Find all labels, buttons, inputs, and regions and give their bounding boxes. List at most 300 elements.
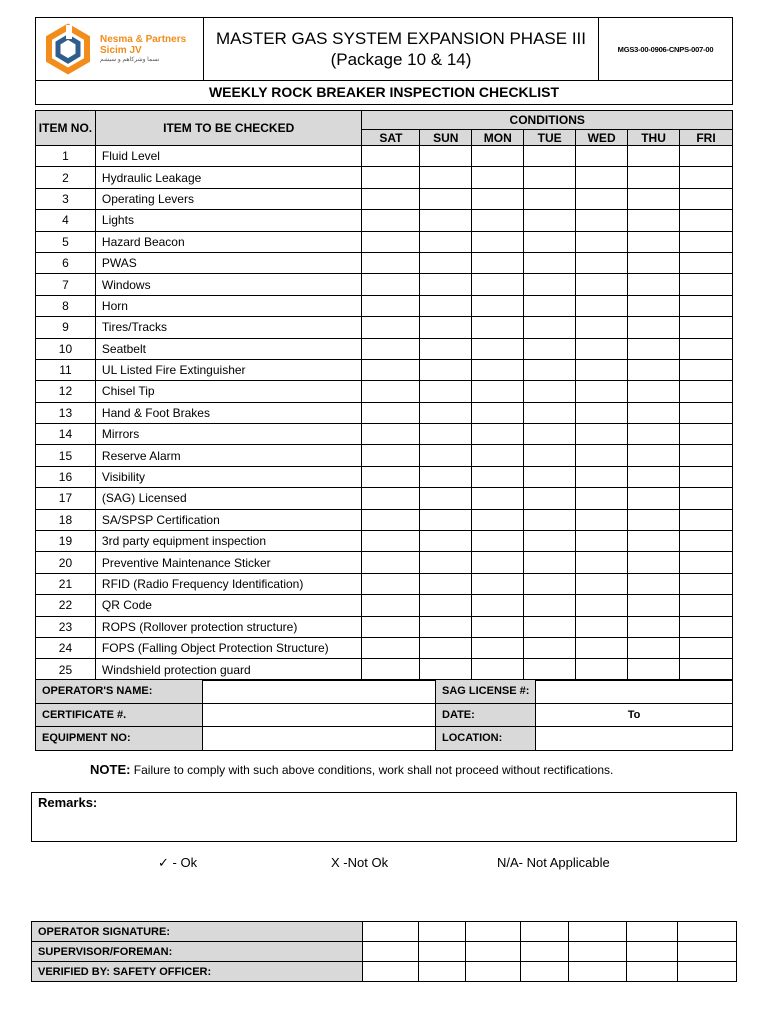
- condition-cell-mon[interactable]: [472, 424, 524, 445]
- condition-cell-wed[interactable]: [576, 274, 628, 295]
- condition-cell-sat[interactable]: [362, 274, 420, 295]
- condition-cell-thu[interactable]: [628, 359, 680, 380]
- item-number: 19: [36, 531, 96, 552]
- condition-cell-sun[interactable]: [420, 637, 472, 658]
- item-number: 3: [36, 188, 96, 209]
- checklist-row: [36, 531, 733, 552]
- signature-cell[interactable]: [678, 962, 737, 982]
- condition-cell-sun[interactable]: [420, 381, 472, 402]
- signature-cell[interactable]: [466, 962, 521, 982]
- condition-cell-sun[interactable]: [420, 402, 472, 423]
- condition-cell-thu[interactable]: [628, 659, 680, 680]
- checklist-row: [36, 317, 733, 338]
- condition-cell-sun[interactable]: [420, 317, 472, 338]
- condition-cell-fri[interactable]: [680, 146, 733, 167]
- condition-cell-thu[interactable]: [628, 317, 680, 338]
- condition-cell-wed[interactable]: [576, 616, 628, 637]
- item-description: Tires/Tracks: [95, 317, 362, 338]
- condition-cell-sat[interactable]: [362, 252, 420, 273]
- signature-cell[interactable]: [362, 922, 418, 942]
- condition-cell-tue[interactable]: [524, 445, 576, 466]
- condition-cell-fri[interactable]: [680, 188, 733, 209]
- condition-cell-thu[interactable]: [628, 274, 680, 295]
- signature-cell[interactable]: [521, 962, 569, 982]
- condition-cell-sun[interactable]: [420, 338, 472, 359]
- condition-cell-tue[interactable]: [524, 488, 576, 509]
- item-description: SA/SPSP Certification: [95, 509, 362, 530]
- condition-cell-tue[interactable]: [524, 381, 576, 402]
- condition-cell-tue[interactable]: [524, 402, 576, 423]
- condition-cell-fri[interactable]: [680, 338, 733, 359]
- signature-cell[interactable]: [466, 922, 521, 942]
- document-header: [35, 17, 733, 81]
- condition-cell-fri[interactable]: [680, 252, 733, 273]
- condition-cell-fri[interactable]: [680, 167, 733, 188]
- condition-cell-wed[interactable]: [576, 466, 628, 487]
- item-number: 2: [36, 167, 96, 188]
- condition-cell-wed[interactable]: [576, 252, 628, 273]
- logo-arabic-name: نسما وشركاهم و سيشم: [100, 56, 160, 63]
- condition-cell-wed[interactable]: [576, 231, 628, 252]
- signature-cell[interactable]: [678, 922, 737, 942]
- checklist-row: [36, 252, 733, 273]
- equipment-no-label: EQUIPMENT NO:: [36, 727, 203, 751]
- condition-cell-wed[interactable]: [576, 445, 628, 466]
- remarks-label: Remarks:: [38, 795, 98, 810]
- condition-cell-sat[interactable]: [362, 188, 420, 209]
- checklist-row: [36, 381, 733, 402]
- condition-cell-tue[interactable]: [524, 210, 576, 231]
- condition-cell-sat[interactable]: [362, 573, 420, 594]
- remarks-box[interactable]: [31, 792, 737, 842]
- condition-cell-thu[interactable]: [628, 445, 680, 466]
- operator-name-label: OPERATOR'S NAME:: [36, 680, 203, 704]
- condition-cell-fri[interactable]: [680, 317, 733, 338]
- condition-cell-mon[interactable]: [472, 466, 524, 487]
- condition-cell-sat[interactable]: [362, 231, 420, 252]
- condition-cell-fri[interactable]: [680, 573, 733, 594]
- day-header-thu: THU: [628, 130, 680, 146]
- condition-cell-wed[interactable]: [576, 573, 628, 594]
- condition-cell-sat[interactable]: [362, 509, 420, 530]
- item-description: Hand & Foot Brakes: [95, 402, 362, 423]
- condition-cell-tue[interactable]: [524, 338, 576, 359]
- condition-cell-thu[interactable]: [628, 381, 680, 402]
- day-header-wed: WED: [576, 130, 628, 146]
- condition-cell-fri[interactable]: [680, 295, 733, 316]
- operator-info-table: [35, 679, 733, 751]
- sag-license-label: SAG LICENSE #:: [436, 680, 536, 704]
- checklist-row: [36, 231, 733, 252]
- condition-cell-sat[interactable]: [362, 445, 420, 466]
- condition-cell-sun[interactable]: [420, 466, 472, 487]
- condition-cell-tue[interactable]: [524, 637, 576, 658]
- checklist-row: [36, 338, 733, 359]
- condition-cell-wed[interactable]: [576, 488, 628, 509]
- condition-cell-sun[interactable]: [420, 616, 472, 637]
- condition-cell-thu[interactable]: [628, 488, 680, 509]
- item-number: 15: [36, 445, 96, 466]
- condition-cell-sat[interactable]: [362, 616, 420, 637]
- checklist-row: [36, 274, 733, 295]
- item-number: 10: [36, 338, 96, 359]
- condition-cell-mon[interactable]: [472, 509, 524, 530]
- signature-cell[interactable]: [627, 962, 678, 982]
- day-header-tue: TUE: [524, 130, 576, 146]
- item-description: UL Listed Fire Extinguisher: [95, 359, 362, 380]
- condition-cell-wed[interactable]: [576, 359, 628, 380]
- condition-cell-tue[interactable]: [524, 252, 576, 273]
- condition-cell-fri[interactable]: [680, 488, 733, 509]
- condition-cell-sat[interactable]: [362, 402, 420, 423]
- condition-cell-wed[interactable]: [576, 295, 628, 316]
- item-description: PWAS: [95, 252, 362, 273]
- item-number: 21: [36, 573, 96, 594]
- signature-label: OPERATOR SIGNATURE:: [32, 922, 363, 942]
- signature-cell[interactable]: [362, 942, 418, 962]
- condition-cell-wed[interactable]: [576, 338, 628, 359]
- condition-cell-tue[interactable]: [524, 466, 576, 487]
- date-to-label: To: [627, 708, 641, 721]
- condition-cell-thu[interactable]: [628, 595, 680, 616]
- item-description: RFID (Radio Frequency Identification): [95, 573, 362, 594]
- condition-cell-mon[interactable]: [472, 616, 524, 637]
- item-number: 7: [36, 274, 96, 295]
- item-number: 9: [36, 317, 96, 338]
- condition-cell-sat[interactable]: [362, 295, 420, 316]
- legend-not-applicable: N/A- Not Applicable: [497, 855, 610, 870]
- signature-cell[interactable]: [521, 942, 569, 962]
- condition-cell-mon[interactable]: [472, 659, 524, 680]
- condition-cell-mon[interactable]: [472, 359, 524, 380]
- condition-cell-sat[interactable]: [362, 424, 420, 445]
- condition-cell-tue[interactable]: [524, 231, 576, 252]
- date-range-field[interactable]: [536, 703, 733, 727]
- condition-cell-sun[interactable]: [420, 531, 472, 552]
- condition-cell-fri[interactable]: [680, 359, 733, 380]
- signature-cell[interactable]: [466, 942, 521, 962]
- day-header-sat: SAT: [362, 130, 420, 146]
- condition-cell-thu[interactable]: [628, 402, 680, 423]
- condition-cell-mon[interactable]: [472, 188, 524, 209]
- condition-cell-sat[interactable]: [362, 531, 420, 552]
- checklist-row: [36, 552, 733, 573]
- signature-table: [31, 921, 737, 982]
- item-description: Fluid Level: [95, 146, 362, 167]
- condition-cell-tue[interactable]: [524, 317, 576, 338]
- condition-cell-fri[interactable]: [680, 466, 733, 487]
- condition-cell-sun[interactable]: [420, 595, 472, 616]
- condition-cell-sat[interactable]: [362, 146, 420, 167]
- signature-cell[interactable]: [362, 962, 418, 982]
- day-header-fri: FRI: [680, 130, 733, 146]
- condition-cell-thu[interactable]: [628, 616, 680, 637]
- item-description: Hydraulic Leakage: [95, 167, 362, 188]
- signature-label: SUPERVISOR/FOREMAN:: [32, 942, 363, 962]
- condition-cell-wed[interactable]: [576, 531, 628, 552]
- condition-cell-tue[interactable]: [524, 552, 576, 573]
- condition-cell-wed[interactable]: [576, 402, 628, 423]
- note-label: NOTE:: [90, 762, 131, 777]
- condition-cell-fri[interactable]: [680, 595, 733, 616]
- condition-cell-sun[interactable]: [420, 274, 472, 295]
- day-header-sun: SUN: [420, 130, 472, 146]
- condition-cell-mon[interactable]: [472, 531, 524, 552]
- checklist-row: [36, 595, 733, 616]
- condition-cell-sat[interactable]: [362, 488, 420, 509]
- signature-cell[interactable]: [569, 942, 627, 962]
- condition-cell-tue[interactable]: [524, 509, 576, 530]
- signature-label: VERIFIED BY: SAFETY OFFICER:: [32, 962, 363, 982]
- condition-cell-thu[interactable]: [628, 509, 680, 530]
- condition-cell-wed[interactable]: [576, 637, 628, 658]
- document-code: MGS3-00-0906-CNPS-007-00: [599, 18, 733, 81]
- condition-cell-tue[interactable]: [524, 146, 576, 167]
- item-number: 6: [36, 252, 96, 273]
- item-description: Operating Levers: [95, 188, 362, 209]
- condition-cell-sun[interactable]: [420, 231, 472, 252]
- condition-cell-sun[interactable]: [420, 424, 472, 445]
- condition-cell-sat[interactable]: [362, 659, 420, 680]
- condition-cell-sun[interactable]: [420, 359, 472, 380]
- condition-cell-sat[interactable]: [362, 317, 420, 338]
- title-cell: [204, 18, 599, 81]
- condition-cell-wed[interactable]: [576, 381, 628, 402]
- condition-cell-mon[interactable]: [472, 552, 524, 573]
- condition-cell-wed[interactable]: [576, 424, 628, 445]
- condition-cell-mon[interactable]: [472, 488, 524, 509]
- day-header-mon: MON: [472, 130, 524, 146]
- condition-cell-tue[interactable]: [524, 295, 576, 316]
- item-description: Hazard Beacon: [95, 231, 362, 252]
- condition-cell-wed[interactable]: [576, 146, 628, 167]
- condition-cell-sat[interactable]: [362, 359, 420, 380]
- condition-cell-wed[interactable]: [576, 552, 628, 573]
- condition-cell-sun[interactable]: [420, 167, 472, 188]
- condition-cell-sun[interactable]: [420, 295, 472, 316]
- hexagon-logo-icon: [42, 23, 94, 75]
- document-title: MASTER GAS SYSTEM EXPANSION PHASE III: [216, 29, 586, 48]
- condition-cell-mon[interactable]: [472, 252, 524, 273]
- condition-cell-fri[interactable]: [680, 616, 733, 637]
- date-label: DATE:: [436, 703, 536, 727]
- condition-cell-wed[interactable]: [576, 210, 628, 231]
- note: [90, 762, 613, 777]
- document-package: (Package 10 & 14): [330, 50, 472, 69]
- condition-cell-sun[interactable]: [420, 573, 472, 594]
- item-description: Mirrors: [95, 424, 362, 445]
- item-to-check-header: ITEM TO BE CHECKED: [95, 111, 362, 146]
- condition-cell-tue[interactable]: [524, 659, 576, 680]
- condition-cell-tue[interactable]: [524, 424, 576, 445]
- item-number: 12: [36, 381, 96, 402]
- item-description: Windshield protection guard: [95, 659, 362, 680]
- condition-cell-thu[interactable]: [628, 573, 680, 594]
- signature-cell[interactable]: [627, 942, 678, 962]
- item-description: Lights: [95, 210, 362, 231]
- item-number: 23: [36, 616, 96, 637]
- condition-cell-fri[interactable]: [680, 552, 733, 573]
- checklist-row: [36, 167, 733, 188]
- legend-not-ok: X -Not Ok: [331, 855, 389, 870]
- condition-cell-wed[interactable]: [576, 659, 628, 680]
- location-label: LOCATION:: [436, 727, 536, 751]
- condition-cell-mon[interactable]: [472, 231, 524, 252]
- condition-cell-thu[interactable]: [628, 188, 680, 209]
- condition-cell-thu[interactable]: [628, 552, 680, 573]
- condition-cell-tue[interactable]: [524, 188, 576, 209]
- condition-cell-sun[interactable]: [420, 146, 472, 167]
- condition-cell-mon[interactable]: [472, 146, 524, 167]
- item-description: Seatbelt: [95, 338, 362, 359]
- signature-cell[interactable]: [521, 922, 569, 942]
- condition-cell-thu[interactable]: [628, 146, 680, 167]
- condition-cell-sat[interactable]: [362, 466, 420, 487]
- condition-cell-sun[interactable]: [420, 188, 472, 209]
- signature-cell[interactable]: [678, 942, 737, 962]
- condition-cell-mon[interactable]: [472, 381, 524, 402]
- condition-cell-mon[interactable]: [472, 210, 524, 231]
- condition-cell-thu[interactable]: [628, 210, 680, 231]
- condition-cell-mon[interactable]: [472, 295, 524, 316]
- signature-cell[interactable]: [569, 962, 627, 982]
- item-no-header: ITEM NO.: [36, 111, 96, 146]
- condition-cell-fri[interactable]: [680, 531, 733, 552]
- condition-cell-fri[interactable]: [680, 231, 733, 252]
- condition-cell-tue[interactable]: [524, 531, 576, 552]
- condition-cell-sat[interactable]: [362, 595, 420, 616]
- condition-cell-fri[interactable]: [680, 210, 733, 231]
- condition-cell-wed[interactable]: [576, 317, 628, 338]
- condition-cell-sat[interactable]: [362, 381, 420, 402]
- condition-cell-thu[interactable]: [628, 167, 680, 188]
- condition-cell-fri[interactable]: [680, 637, 733, 658]
- condition-cell-mon[interactable]: [472, 445, 524, 466]
- condition-cell-thu[interactable]: [628, 252, 680, 273]
- item-description: Horn: [95, 295, 362, 316]
- signature-cell[interactable]: [569, 922, 627, 942]
- logo-cell: [36, 18, 204, 81]
- operator-name-field[interactable]: [203, 680, 436, 704]
- condition-cell-tue[interactable]: [524, 274, 576, 295]
- condition-cell-tue[interactable]: [524, 616, 576, 637]
- note-text: Failure to comply with such above conditions, work shall not proceed without rectifications.: [130, 763, 614, 777]
- condition-cell-wed[interactable]: [576, 595, 628, 616]
- condition-cell-thu[interactable]: [628, 531, 680, 552]
- certificate-field[interactable]: [203, 703, 436, 727]
- condition-cell-sat[interactable]: [362, 338, 420, 359]
- condition-cell-tue[interactable]: [524, 359, 576, 380]
- checklist-row: [36, 659, 733, 680]
- checklist-row: [36, 466, 733, 487]
- condition-cell-fri[interactable]: [680, 381, 733, 402]
- equipment-no-field[interactable]: [203, 727, 436, 751]
- signature-cell[interactable]: [627, 922, 678, 942]
- signature-cell[interactable]: [418, 922, 466, 942]
- company-logo: [36, 23, 203, 75]
- legend-ok-text: - Ok: [168, 855, 198, 870]
- checklist-row: [36, 573, 733, 594]
- condition-cell-mon[interactable]: [472, 317, 524, 338]
- logo-name-line2: Sicim JV: [100, 44, 142, 56]
- sag-license-field[interactable]: [536, 680, 733, 704]
- item-description: 3rd party equipment inspection: [95, 531, 362, 552]
- checklist-row: [36, 295, 733, 316]
- checklist-row: [36, 445, 733, 466]
- condition-cell-sun[interactable]: [420, 210, 472, 231]
- condition-cell-wed[interactable]: [576, 167, 628, 188]
- signature-row: [32, 942, 737, 962]
- checklist-row: [36, 488, 733, 509]
- condition-cell-thu[interactable]: [628, 295, 680, 316]
- condition-cell-sat[interactable]: [362, 552, 420, 573]
- condition-cell-sun[interactable]: [420, 488, 472, 509]
- condition-cell-mon[interactable]: [472, 595, 524, 616]
- condition-cell-sun[interactable]: [420, 509, 472, 530]
- checkmark-icon: ✓: [158, 855, 169, 870]
- condition-cell-sat[interactable]: [362, 167, 420, 188]
- condition-cell-fri[interactable]: [680, 402, 733, 423]
- condition-cell-mon[interactable]: [472, 338, 524, 359]
- condition-cell-sun[interactable]: [420, 252, 472, 273]
- condition-cell-tue[interactable]: [524, 167, 576, 188]
- item-number: 25: [36, 659, 96, 680]
- checklist-row: [36, 637, 733, 658]
- condition-cell-mon[interactable]: [472, 274, 524, 295]
- item-description: Preventive Maintenance Sticker: [95, 552, 362, 573]
- condition-cell-fri[interactable]: [680, 424, 733, 445]
- item-description: FOPS (Falling Object Protection Structure): [95, 637, 362, 658]
- condition-cell-fri[interactable]: [680, 445, 733, 466]
- item-number: 24: [36, 637, 96, 658]
- condition-cell-thu[interactable]: [628, 231, 680, 252]
- condition-cell-thu[interactable]: [628, 466, 680, 487]
- condition-cell-mon[interactable]: [472, 402, 524, 423]
- condition-cell-thu[interactable]: [628, 338, 680, 359]
- signature-cell[interactable]: [418, 942, 466, 962]
- signature-row: [32, 962, 737, 982]
- condition-cell-thu[interactable]: [628, 637, 680, 658]
- condition-cell-wed[interactable]: [576, 188, 628, 209]
- condition-cell-wed[interactable]: [576, 509, 628, 530]
- condition-cell-tue[interactable]: [524, 573, 576, 594]
- condition-cell-mon[interactable]: [472, 637, 524, 658]
- checklist-title: WEEKLY ROCK BREAKER INSPECTION CHECKLIST: [35, 81, 733, 105]
- checklist-row: [36, 359, 733, 380]
- item-number: 11: [36, 359, 96, 380]
- legend-ok: [158, 855, 197, 871]
- signature-cell[interactable]: [418, 962, 466, 982]
- item-number: 16: [36, 466, 96, 487]
- condition-cell-fri[interactable]: [680, 509, 733, 530]
- condition-cell-sun[interactable]: [420, 445, 472, 466]
- condition-cell-tue[interactable]: [524, 595, 576, 616]
- condition-cell-sun[interactable]: [420, 659, 472, 680]
- condition-cell-sun[interactable]: [420, 552, 472, 573]
- condition-cell-fri[interactable]: [680, 659, 733, 680]
- condition-cell-mon[interactable]: [472, 167, 524, 188]
- item-number: 22: [36, 595, 96, 616]
- condition-cell-sat[interactable]: [362, 210, 420, 231]
- location-field[interactable]: [536, 727, 733, 751]
- item-number: 20: [36, 552, 96, 573]
- condition-cell-thu[interactable]: [628, 424, 680, 445]
- condition-cell-mon[interactable]: [472, 573, 524, 594]
- item-number: 13: [36, 402, 96, 423]
- condition-cell-fri[interactable]: [680, 274, 733, 295]
- condition-cell-sat[interactable]: [362, 637, 420, 658]
- item-description: ROPS (Rollover protection structure): [95, 616, 362, 637]
